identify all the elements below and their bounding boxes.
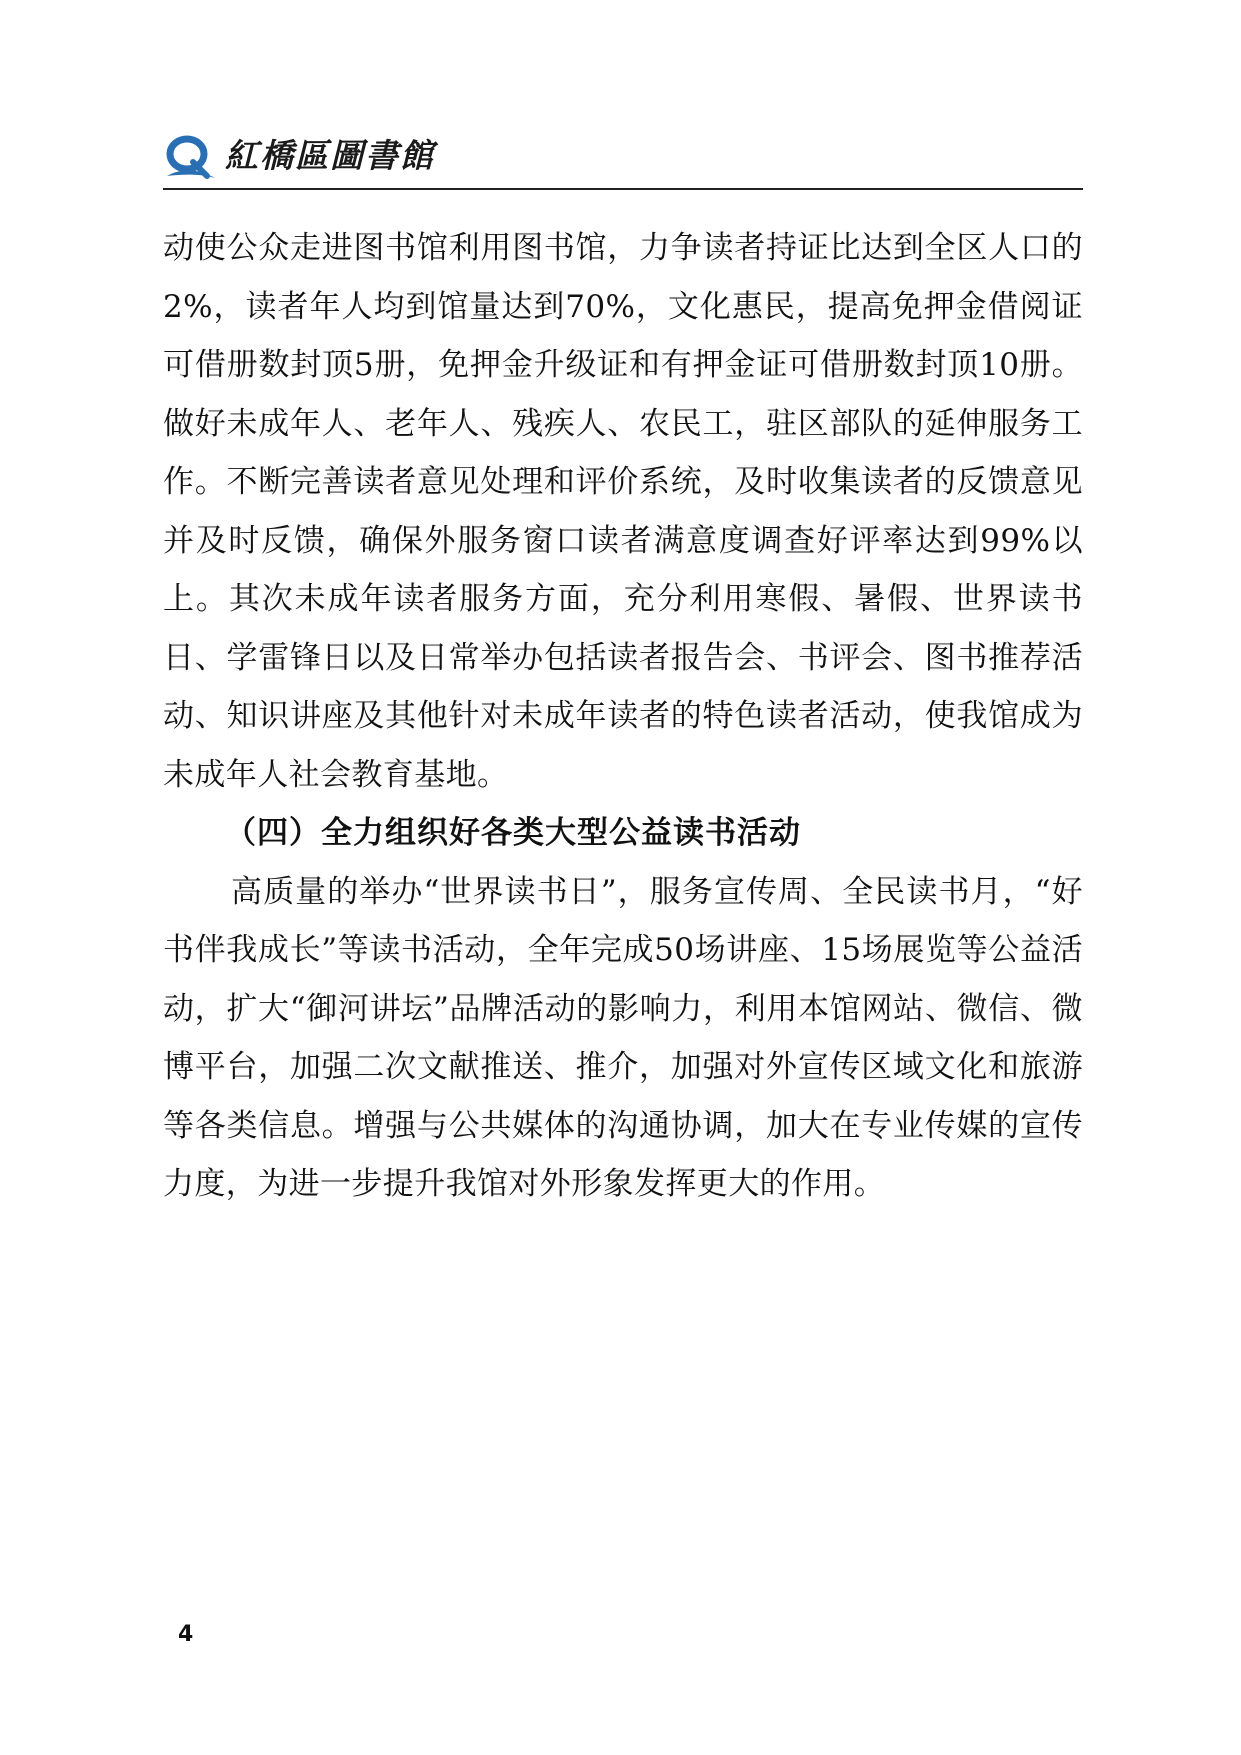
section-heading: （四）全力组织好各类大型公益读书活动 (225, 815, 801, 851)
document-body (163, 219, 1083, 1214)
q-swoosh-logo-icon (163, 132, 219, 184)
body-paragraph: 高质量的举办“世界读书日”，服务宣传周、全民读书月，“好书伴我成长”等读书活动，全年完成50场讲座、15场展览等公益活动，扩大“御河讲坛”品牌活动的影响力，利用本馆网站、微信、微博平台，加强二次文献推送、推介，加强对外宣传区域文化和旅游等各类信息。增强与公共媒体的沟通协调，加大在专业传媒的宣传力度，为进一步提升我馆对外形象发挥更大的作用。 (163, 873, 1083, 1202)
logo-text: 紅橋區圖書館 (225, 136, 435, 175)
body-paragraph: 动使公众走进图书馆利用图书馆，力争读者持证比达到全区人口的2%，读者年人均到馆量达到70%，文化惠民，提高免押金借阅证可借册数封顶5册，免押金升级证和有押金证可借册数封顶10册。做好未成年人、老年人、残疾人、农民工，驻区部队的延伸服务工作。不断完善读者意见处理和评价系统，及时收集读者的反馈意见并及时反馈，确保外服务窗口读者满意度调查好评率达到99%以上。其次未成年读者服务方面，充分利用寒假、暑假、世界读书日、学雷锋日以及日常举办包括读者报告会、书评会、图书推荐活动、知识讲座及其他针对未成年读者的特色读者活动，使我馆成为未成年人社会教育基地。 (163, 230, 1083, 793)
page-number: 4 (178, 1622, 194, 1647)
header-divider (163, 188, 1083, 190)
page-header (163, 128, 1083, 190)
